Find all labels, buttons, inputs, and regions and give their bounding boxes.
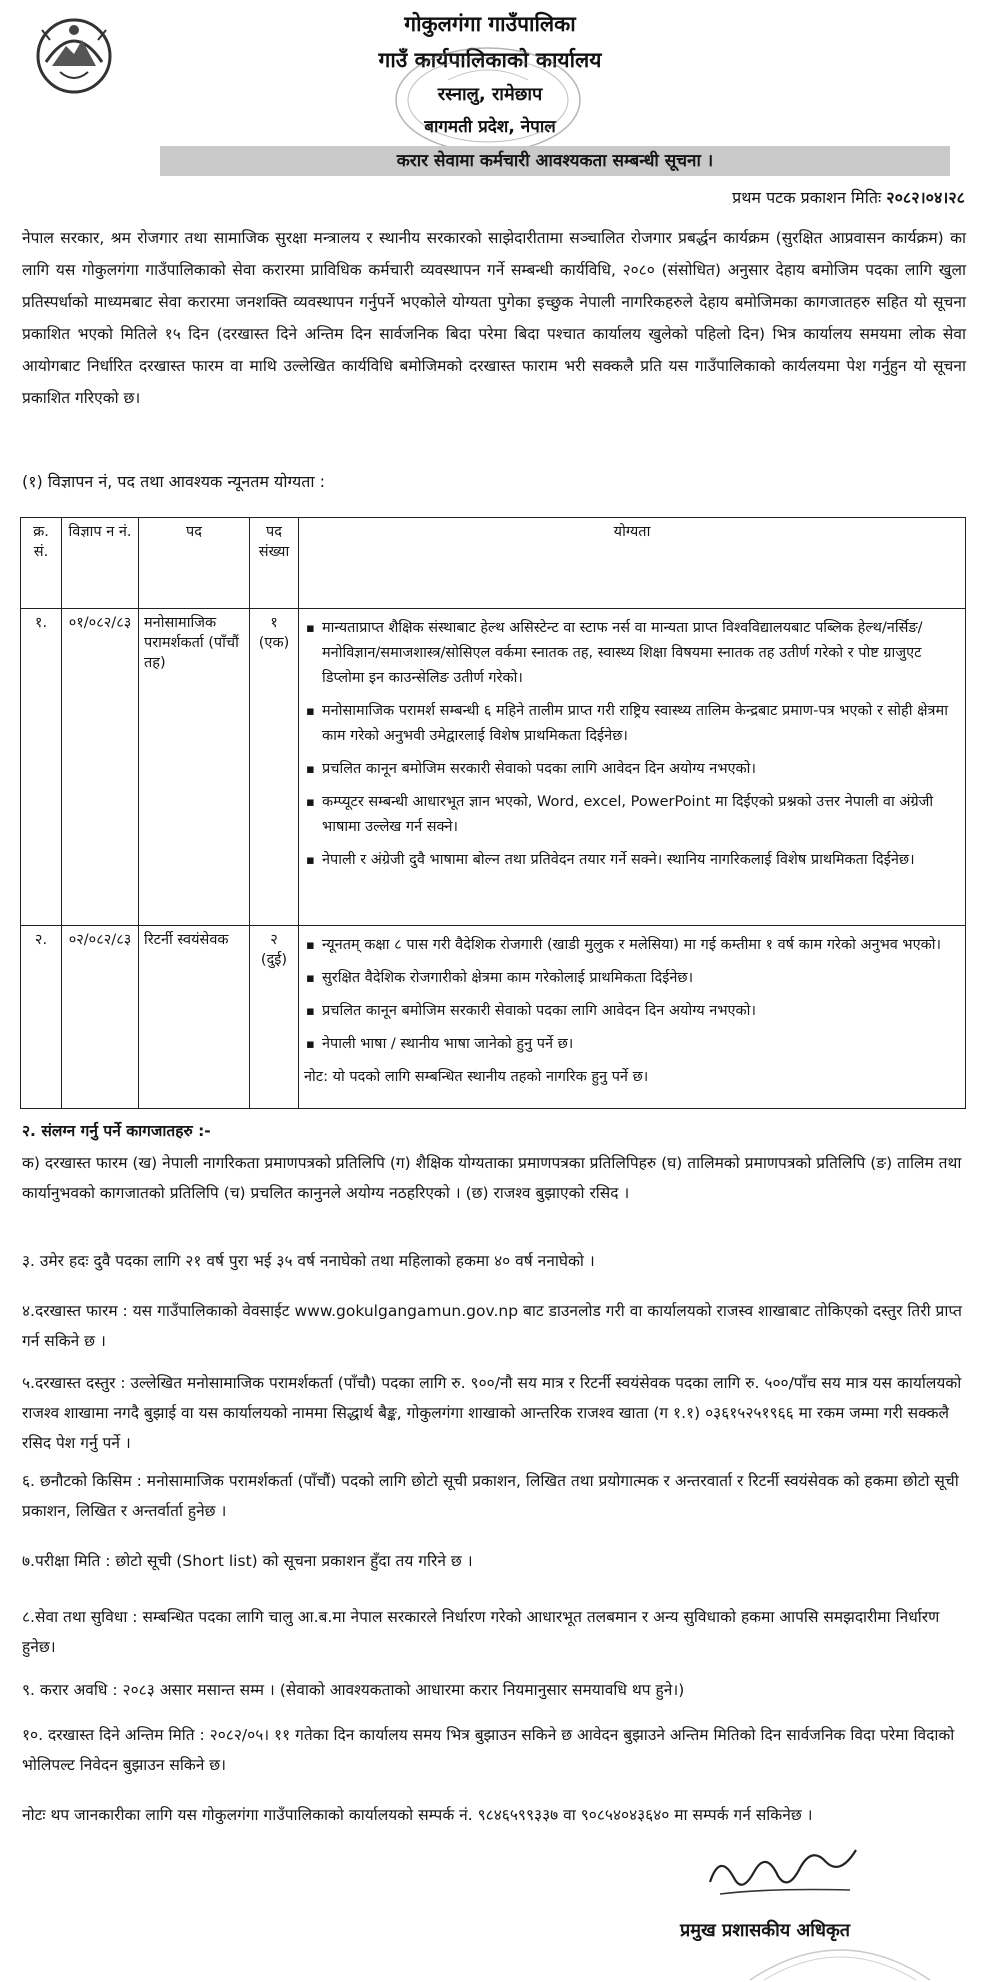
municipality-name: गोकुलगंगा गाउँपालिका	[404, 12, 576, 36]
vacancy-table	[20, 517, 966, 1109]
section6-selection-method: ६. छनौटको किसिम : मनोसामाजिक परामर्शकर्ता (पाँचौं) पदको लागि छोटो सूची प्रकाशन, लिखित तथा प्रयोगात्मक र अन्तरवार्ता र रिटर्नी स्वयंसेवक को हकमा छोटो सूची प्रकाशन, लिखित र अन्तर्वार्ता हुनेछ ।	[22, 1472, 959, 1520]
province-country: बागमती प्रदेश, नेपाल	[424, 117, 556, 137]
row2-post: रिटर्नी स्वयंसेवक	[139, 926, 250, 1109]
row1-post: मनोसामाजिक परामर्शकर्ता (पाँचौं तह)	[139, 609, 250, 926]
section1-title: (१) विज्ञापन नं, पद तथा आवश्यक न्यूनतम योग्यता :	[22, 472, 325, 491]
publication-date-label: प्रथम पटक प्रकाशन मितिः	[732, 188, 882, 207]
publication-date	[560, 186, 965, 208]
row2-ad-no: ०२/०८२/८३	[62, 926, 139, 1109]
nepal-government-emblem-icon	[30, 10, 118, 98]
list-item: ▪ प्रचलित कानून बमोजिम सरकारी सेवाको पदका लागि आवेदन दिन अयोग्य नभएको।	[304, 999, 960, 1024]
list-item: ▪ सुरक्षित वैदेशिक रोजगारीको क्षेत्रमा काम गरेकोलाई प्राथमिकता दिईनेछ।	[304, 966, 960, 991]
row2-note: नोट: यो पदको लागि सम्बन्धित स्थानीय तहको नागरिक हुनु पर्ने छ।	[304, 1069, 649, 1085]
contact-note: नोटः थप जानकारीका लागि यस गोकुलगंगा गाउँपालिकाको कार्यालयको सम्पर्क नं. ९८४६५९९३३७ वा ९०८५४०४३६४० मा सम्पर्क गर्न सकिनेछ ।	[22, 1806, 813, 1824]
list-item: ▪ न्यूनतम् कक्षा ८ पास गरी वैदेशिक रोजगारी (खाडी मुलुक र मलेसिया) मा गई कम्तीमा १ वर्ष काम गरेको अनुभव भएको।	[304, 933, 960, 958]
intro-paragraph: नेपाल सरकार, श्रम रोजगार तथा सामाजिक सुरक्षा मन्त्रालय र स्थानीय सरकारको साझेदारीतामा सञ्चालित रोजगार प्रबर्द्धन कार्यक्रम (सुरक्षित आप्रवासन कार्यक्रम) का लागि यस गोकुलगंगा गाउँपालिकाको सेवा करारमा प्राविधिक कर्मचारी व्यवस्थापन गर्ने सम्बन्धी कार्यविधि, २०८० (संसोधित) अनुसार देहाय बमोजिम पदका लागि खुला प्रतिस्पर्धाको माध्यमबाट सेवा करारमा जनशक्ति व्यवस्थापन गर्नुपर्ने भएकोले योग्यता पुगेका इच्छुक नेपाली नागरिकहरुले देहाय बमोजिमका कागजातहरु सहित यो सूचना प्रकाशित भएको मितिले १५ दिन (दरखास्त दिने अन्तिम दिन सार्वजनिक बिदा परेमा बिदा पश्चात कार्यालय खुलेको पहिलो दिन) भित्र कार्यालय समयमा लोक सेवा आयोगबाट निर्धारित दरखास्त फारम वा माथि उल्लेखित कार्यविधि बमोजिमको दरखास्त फाराम भरी सक्कलै प्रति यस गाउँपालिकाको कार्यलयमा पेश गर्नुहुन यो सूचना प्रकाशित गरिएको छ।	[22, 229, 966, 407]
office-stamp-icon	[388, 40, 588, 160]
section2-body: क) दरखास्त फारम (ख) नेपाली नागरिकता प्रमाणपत्रको प्रतिलिपि (ग) शैक्षिक योग्यताका प्रमाणपत्रका प्रतिलिपिहरु (घ) तालिमको प्रमाणपत्रको प्रतिलिपि (ङ) तालिम तथा कार्यानुभवको कागजातको प्रतिलिपि (च) प्रचलित कानुनले अयोग्य नठहरिएको । (छ) राजश्व बुझाएको रसिद ।	[22, 1154, 962, 1202]
row2-qualifications	[299, 926, 966, 1109]
header-qualification: योग्यता	[299, 518, 966, 609]
section9-contract-period: ९. करार अवधि : २०८३ असार मसान्त सम्म । (सेवाको आवश्यकताको आधारमा करार नियमानुसार समयावधि थप हुने।)	[22, 1681, 685, 1699]
publication-date-value: २०८२।०४।२८	[886, 188, 965, 207]
row1-qualifications	[299, 609, 966, 926]
header-post: पद	[139, 518, 250, 609]
header-sn: क्र. सं.	[21, 518, 62, 609]
section7-exam-date: ७.परीक्षा मिति : छोटो सूची (Short list) को सूचना प्रकाशन हुँदा तय गरिने छ ।	[22, 1552, 473, 1570]
list-item: ▪ नेपाली भाषा / स्थानीय भाषा जानेको हुनु पर्ने छ।	[304, 1032, 960, 1057]
list-item: ▪ प्रचलित कानून बमोजिम सरकारी सेवाको पदका लागि आवेदन दिन अयोग्य नभएको।	[304, 757, 960, 782]
row2-sn: २.	[21, 926, 62, 1109]
notice-title: करार सेवामा कर्मचारी आवश्यकता सम्बन्धी सूचना ।	[160, 146, 950, 176]
row2-count: २ (दुई)	[250, 926, 299, 1109]
list-item: ▪ नेपाली र अंग्रेजी दुवै भाषामा बोल्न तथा प्रतिवेदन तयार गर्ने सक्ने। स्थानिय नागरिकलाई विशेष प्राथमिकता दिईनेछ।	[304, 848, 960, 873]
table-row	[21, 609, 966, 926]
list-item: ▪ मनोसामाजिक परामर्श सम्बन्धी ६ महिने तालीम प्राप्त गरी राष्ट्रिय स्वास्थ्य तालिम केन्द्रबाट प्रमाण-पत्र भएको र सोही क्षेत्रमा काम गरेको अनुभवी उमेद्वारलाई विशेष प्राथमिकता दिईनेछ।	[304, 699, 960, 749]
section4-application-form: ४.दरखास्त फारम : यस गाउँपालिकाको वेवसाईट www.gokulgangamun.gov.np बाट डाउनलोड गरी वा कार्यालयको राजस्व शाखाबाट तोकिएको दस्तुर तिरी प्राप्त गर्न सकिने छ ।	[22, 1302, 962, 1350]
row1-ad-no: ०१/०८२/८३	[62, 609, 139, 926]
header-count: पद संख्या	[250, 518, 299, 609]
section3-age-limit: ३. उमेर हदः दुवै पदका लागि २१ वर्ष पुरा भई ३५ वर्ष ननाघेको तथा महिलाको हकमा ४० वर्ष ननाघेको ।	[22, 1252, 595, 1270]
officer-designation: प्रमुख प्रशासकीय अधिकृत	[680, 1920, 851, 1941]
list-item: ▪ कम्प्यूटर सम्बन्धी आधारभूत ज्ञान भएको, Word, excel, PowerPoint मा दिईएको प्रश्नको उत्तर नेपाली वा अंग्रेजी भाषामा उल्लेख गर्न सक्ने।	[304, 790, 960, 840]
section8-benefits: ८.सेवा तथा सुविधा : सम्बन्धित पदका लागि चालु आ.ब.मा नेपाल सरकारले निर्धारण गरेको आधारभूत तलबमान र अन्य सुविधाको हकमा आपसि समझदारीमा निर्धारण हुनेछ।	[22, 1608, 940, 1656]
section5-application-fee: ५.दरखास्त दस्तुर : उल्लेखित मनोसामाजिक परामर्शकर्ता (पाँचौ) पदका लागि रु. ९००/नौ सय मात्र र रिटर्नी स्वयंसेवक पदका लागि रु. ५००/पाँच सय मात्र यस कार्यालयको राजश्व शाखामा नगदै बुझाई वा यस कार्यालयको नाममा सिद्धार्थ बैङ्क, गोकुलगंगा शाखाको आन्तरिक राजश्व खाता (ग १.१) ०३६१५२५१९६६ मा रकम जम्मा गरी सक्कलै रसिद पेश गर्नु पर्ने ।	[22, 1374, 962, 1452]
section10-deadline: १०. दरखास्त दिने अन्तिम मिति : २०८२/०५। ११ गतेका दिन कार्यालय समय भित्र बुझाउन सकिने छ आवेदन बुझाउने अन्तिम मितिको दिन सार्वजनिक विदा परेमा विदाको भोलिपल्ट निवेदन बुझाउन सकिने छ।	[22, 1726, 955, 1774]
header-ad-no: विज्ञाप न नं.	[62, 518, 139, 609]
office-name: गाउँ कार्यपालिकाको कार्यालय	[378, 48, 602, 72]
table-row	[21, 926, 966, 1109]
section2-title: २. संलग्न गर्नु पर्ने कागजातहरु :-	[22, 1122, 211, 1140]
office-address: रस्नालु, रामेछाप	[437, 84, 543, 105]
handwritten-signature-icon	[700, 1832, 870, 1906]
row1-sn: १.	[21, 609, 62, 926]
row1-count: १ (एक)	[250, 609, 299, 926]
table-header-row	[21, 518, 966, 609]
list-item: ▪ मान्यताप्राप्त शैक्षिक संस्थाबाट हेल्थ असिस्टेन्ट वा स्टाफ नर्स वा मान्यता प्राप्त विश्वविद्यालयबाट पब्लिक हेल्थ/नर्सिङ/ मनोविज्ञान/समाजशास्त्र/सोसिएल वर्कमा स्नातक तह, स्वास्थ्य शिक्षा विषयमा स्नातक तह उतीर्ण गरेको र पोष्ट ग्राजुएट डिप्लोमा इन काउन्सेलिङ उतीर्ण गरेको।	[304, 616, 960, 691]
